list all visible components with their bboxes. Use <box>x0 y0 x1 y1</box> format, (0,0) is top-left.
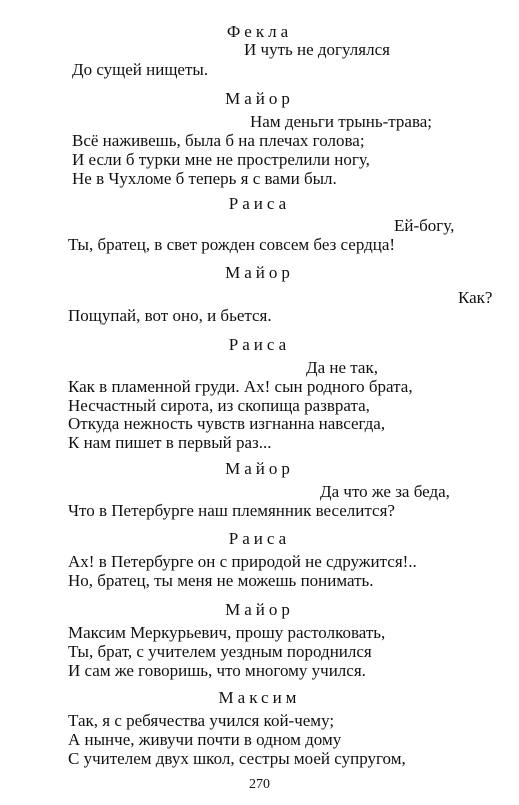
speaker-name: Майор <box>225 89 294 108</box>
verse-line: Как в пламенной груди. Ах! сын родного брата, <box>68 377 413 396</box>
speaker-name: Раиса <box>228 194 291 213</box>
speaker-name: Майор <box>225 263 294 282</box>
speaker-name: Раиса <box>228 529 291 548</box>
verse-line: Так, я с ребячества учился кой-чему; <box>68 711 335 730</box>
verse-line: Как? <box>458 288 493 307</box>
verse-line: К нам пишет в первый раз... <box>68 433 272 452</box>
speaker-name: Максим <box>218 688 301 707</box>
speaker-name: Майор <box>225 459 294 478</box>
verse-line: Откуда нежность чувств изгнанна навсегда, <box>68 414 386 433</box>
verse-line: Ты, брат, с учителем уездным породнился <box>68 642 372 661</box>
verse-line: Ах! в Петербурге он с природой не сдружится!.. <box>68 552 417 571</box>
speaker-name: Раиса <box>228 335 291 354</box>
verse-line: Несчастный сирота, из скопища разврата, <box>68 396 370 415</box>
verse-line: И сам же говоришь, что многому учился. <box>68 661 366 680</box>
verse-line: И чуть не догулялся <box>244 40 390 59</box>
speaker-name: Майор <box>225 600 294 619</box>
speaker-name: Фекла <box>226 22 293 41</box>
verse-line: Максим Меркурьевич, прошу растолковать, <box>68 623 386 642</box>
verse-line: Не в Чухломе б теперь я с вами был. <box>72 169 337 188</box>
verse-line: Всё наживешь, была б на плечах голова; <box>72 131 365 150</box>
verse-line: Что в Петербурге наш племянник веселится? <box>68 501 395 520</box>
verse-line: До сущей нищеты. <box>72 60 209 79</box>
verse-line: Да что же за беда, <box>320 482 450 501</box>
verse-line: Нам деньги трынь-трава; <box>250 112 433 131</box>
page-number: 270 <box>249 777 270 792</box>
verse-line: Ты, братец, в свет рожден совсем без сердца! <box>68 235 396 254</box>
verse-line: И если б турки мне не прострелили ногу, <box>72 150 370 169</box>
verse-line: Но, братец, ты меня не можешь понимать. <box>68 571 374 590</box>
verse-line: С учителем двух школ, сестры моей супругом, <box>68 749 406 768</box>
verse-line: Да не так, <box>306 358 378 377</box>
verse-line: Ей-богу, <box>394 216 455 235</box>
verse-line: Пощупай, вот оно, и бьется. <box>68 306 272 325</box>
verse-line: А нынче, живучи почти в одном дому <box>68 730 342 749</box>
